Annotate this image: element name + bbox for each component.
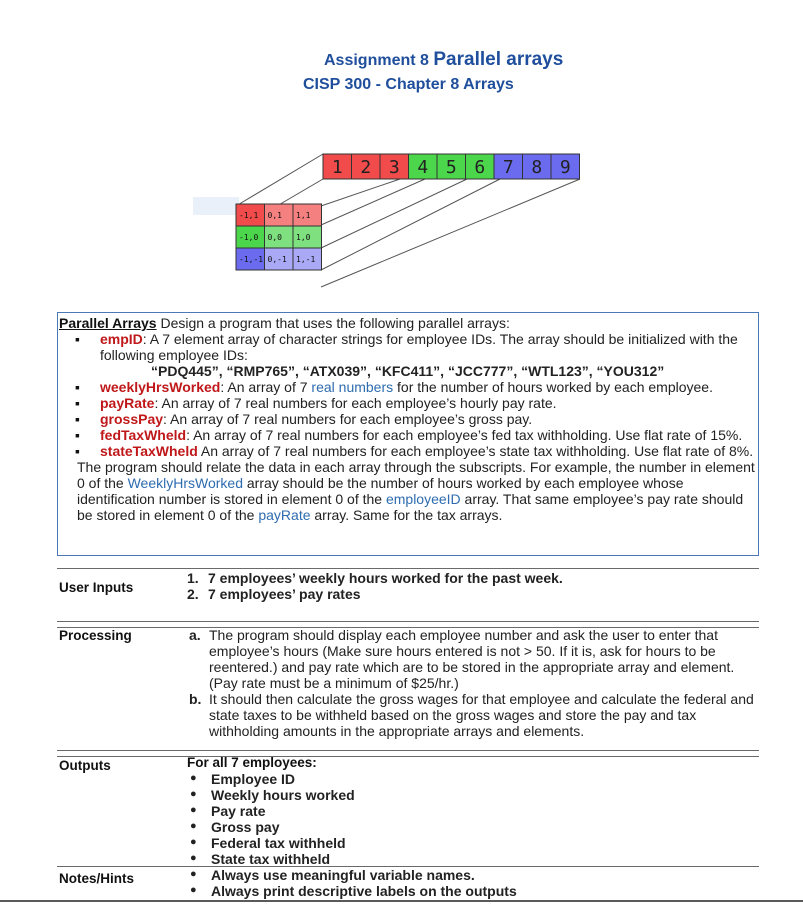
two-d-array-grid [236, 204, 322, 270]
list-item-text: It should then calculate the gross wages for that employee and calculate the federal and state taxes to be withheld based on the gross wages and store the pay and tax withholding amounts in the appropriate arrays and elements. [209, 691, 754, 739]
strip-cell-label: 5 [445, 157, 457, 178]
divider [57, 756, 759, 757]
list-item: a. The program should display each employee number and ask the user to enter that employee’s hours (Make sure hours entered is not > 50. If it is, ask for hours to be reentered.) and pay rate which are to be stored in the appropriate array and element. (Pay rate must be a minimum of $25/hr.) [189, 627, 735, 691]
list-item: ● Pay rate [187, 803, 747, 819]
intro-heading: Parallel Arrays [59, 315, 157, 331]
section-label-user-inputs: User Inputs [59, 580, 134, 595]
list-item: ● Weekly hours worked [187, 787, 747, 803]
intro-section [59, 315, 759, 523]
grid-cell-label: 0,0 [267, 233, 282, 242]
para-array-ref: WeeklyHrsWorked [127, 475, 243, 491]
list-item: 1. 7 employees’ weekly hours worked for the past week. [187, 570, 563, 586]
para-array-ref: employeeID [385, 491, 461, 507]
array-item-grosspay [59, 411, 759, 427]
assignment-subtitle: CISP 300 - Chapter 8 Arrays [303, 76, 514, 93]
grid-cell-label: 1,-1 [296, 255, 316, 264]
array-desc: : An array of 7 real numbers for each employee’s gross pay. [163, 411, 533, 427]
array-list [59, 331, 759, 363]
array-desc: An array of 7 real numbers for each employee’s state tax withholding. Use flat rate of 8%. [197, 443, 754, 459]
notes-list [187, 867, 747, 899]
array-name: stateTaxWheld [100, 443, 198, 459]
one-d-array-strip [323, 154, 580, 179]
array-name: grossPay [100, 411, 164, 427]
array-desc: : An array of 7 real numbers for each employee’s hourly pay rate. [154, 395, 557, 411]
faint-highlight [193, 197, 239, 215]
strip-cell-label: 1 [331, 157, 343, 178]
list-item: ● Always print descriptive labels on the outputs [187, 883, 747, 899]
list-item: ● Always use meaningful variable names. [187, 867, 747, 883]
title-main: Parallel arrays [433, 49, 564, 70]
strip-cell-label: 9 [559, 157, 571, 178]
array-item-fedtaxwheld [59, 427, 759, 443]
strip-cell-label: 7 [502, 157, 514, 178]
list-item-text: 7 employees’ pay rates [208, 586, 361, 602]
array-desc: : An array of 7 [220, 379, 312, 395]
outputs-heading: For all 7 employees: [187, 755, 317, 770]
array-item-empid [59, 331, 759, 363]
grid-cell-label: -1,1 [239, 211, 259, 220]
array-name: weeklyHrsWorked [100, 379, 221, 395]
strip-cell-label: 8 [531, 157, 543, 178]
array-item-statetaxwheld [59, 443, 759, 459]
user-inputs-list [187, 570, 757, 602]
array-list-cont [59, 379, 759, 459]
employee-ids: “PDQ445”, “RMP765”, “ATX039”, “KFC411”, “JCC777”, “WTL123”, “YOU312” [151, 363, 665, 379]
grid-cell-label: 1,1 [296, 211, 311, 220]
para-text: array should be the number of hours worked by each employee whose identification number is stored in element 0 of the [77, 475, 684, 507]
bottom-divider [0, 900, 803, 902]
array-desc: : A 7 element array of character strings for employee IDs. The array should be initialized with the following employee IDs: [100, 331, 738, 363]
list-item: b. It should then calculate the gross wages for that employee and calculate the federal and state taxes to be withheld based on the gross wages and store the pay and tax withholding amounts in the appropriate arrays and elements. [189, 691, 754, 739]
array-desc: : An array of 7 real numbers for each employee’s fed tax withholding. Use flat rate of 15%. [186, 427, 743, 443]
grid-cell-label: -1,0 [239, 233, 259, 242]
array-name: payRate [100, 395, 155, 411]
section-label-processing: Processing [59, 628, 132, 643]
para-text: The program should relate the data in each array through the subscripts. For example, the number in element 0 of the [77, 459, 755, 491]
para-array-ref: payRate [258, 507, 311, 523]
processing-list [189, 627, 755, 739]
strip-cell-label: 4 [417, 157, 429, 178]
para-text: array. That same employee’s pay rate should be stored in element 0 of the [77, 491, 744, 523]
list-item: ● Federal tax withheld [187, 835, 747, 851]
array-item-weeklyhrsworked [59, 379, 759, 395]
list-item-text: The program should display each employee number and ask the user to enter that employee’s hours (Make sure hours entered is not > 50. If it is, ask for hours to be reentered.) and pay rate which are to be stored in the appropriate array and element. (Pay rate must be a minimum of $25/hr.) [209, 627, 735, 691]
para-text: array. Same for the tax arrays. [310, 507, 503, 523]
array-diagram [0, 0, 803, 300]
grid-cell-label: -1,-1 [239, 255, 264, 264]
list-item: ● Gross pay [187, 819, 747, 835]
strip-cell-label: 6 [474, 157, 486, 178]
array-name: fedTaxWheld [100, 427, 187, 443]
list-item: 2. 7 employees’ pay rates [187, 586, 361, 602]
array-name: empID [100, 331, 143, 347]
relation-paragraph [59, 459, 759, 523]
list-item: ● State tax withheld [187, 851, 747, 867]
divider [57, 621, 759, 622]
list-item: ● Employee ID [187, 771, 747, 787]
outputs-list [187, 771, 747, 867]
array-item-payrate [59, 395, 759, 411]
array-desc-highlight: real numbers [311, 379, 394, 395]
strip-cell-label: 2 [360, 157, 372, 178]
grid-cell-label: 1,0 [296, 233, 311, 242]
list-item-text: 7 employees’ weekly hours worked for the past week. [208, 570, 563, 586]
title-prefix: Assignment 8 [324, 52, 429, 69]
divider [57, 568, 759, 569]
grid-cell-label: 0,-1 [267, 255, 287, 264]
section-label-outputs: Outputs [59, 758, 111, 773]
divider [57, 750, 759, 751]
strip-cell-label: 3 [388, 157, 400, 178]
section-label-notes: Notes/Hints [59, 871, 135, 886]
intro-lead: Design a program that uses the following parallel arrays: [156, 315, 510, 331]
array-desc-rest: for the number of hours worked by each employee. [393, 379, 713, 395]
grid-cell-label: 0,1 [267, 211, 282, 220]
